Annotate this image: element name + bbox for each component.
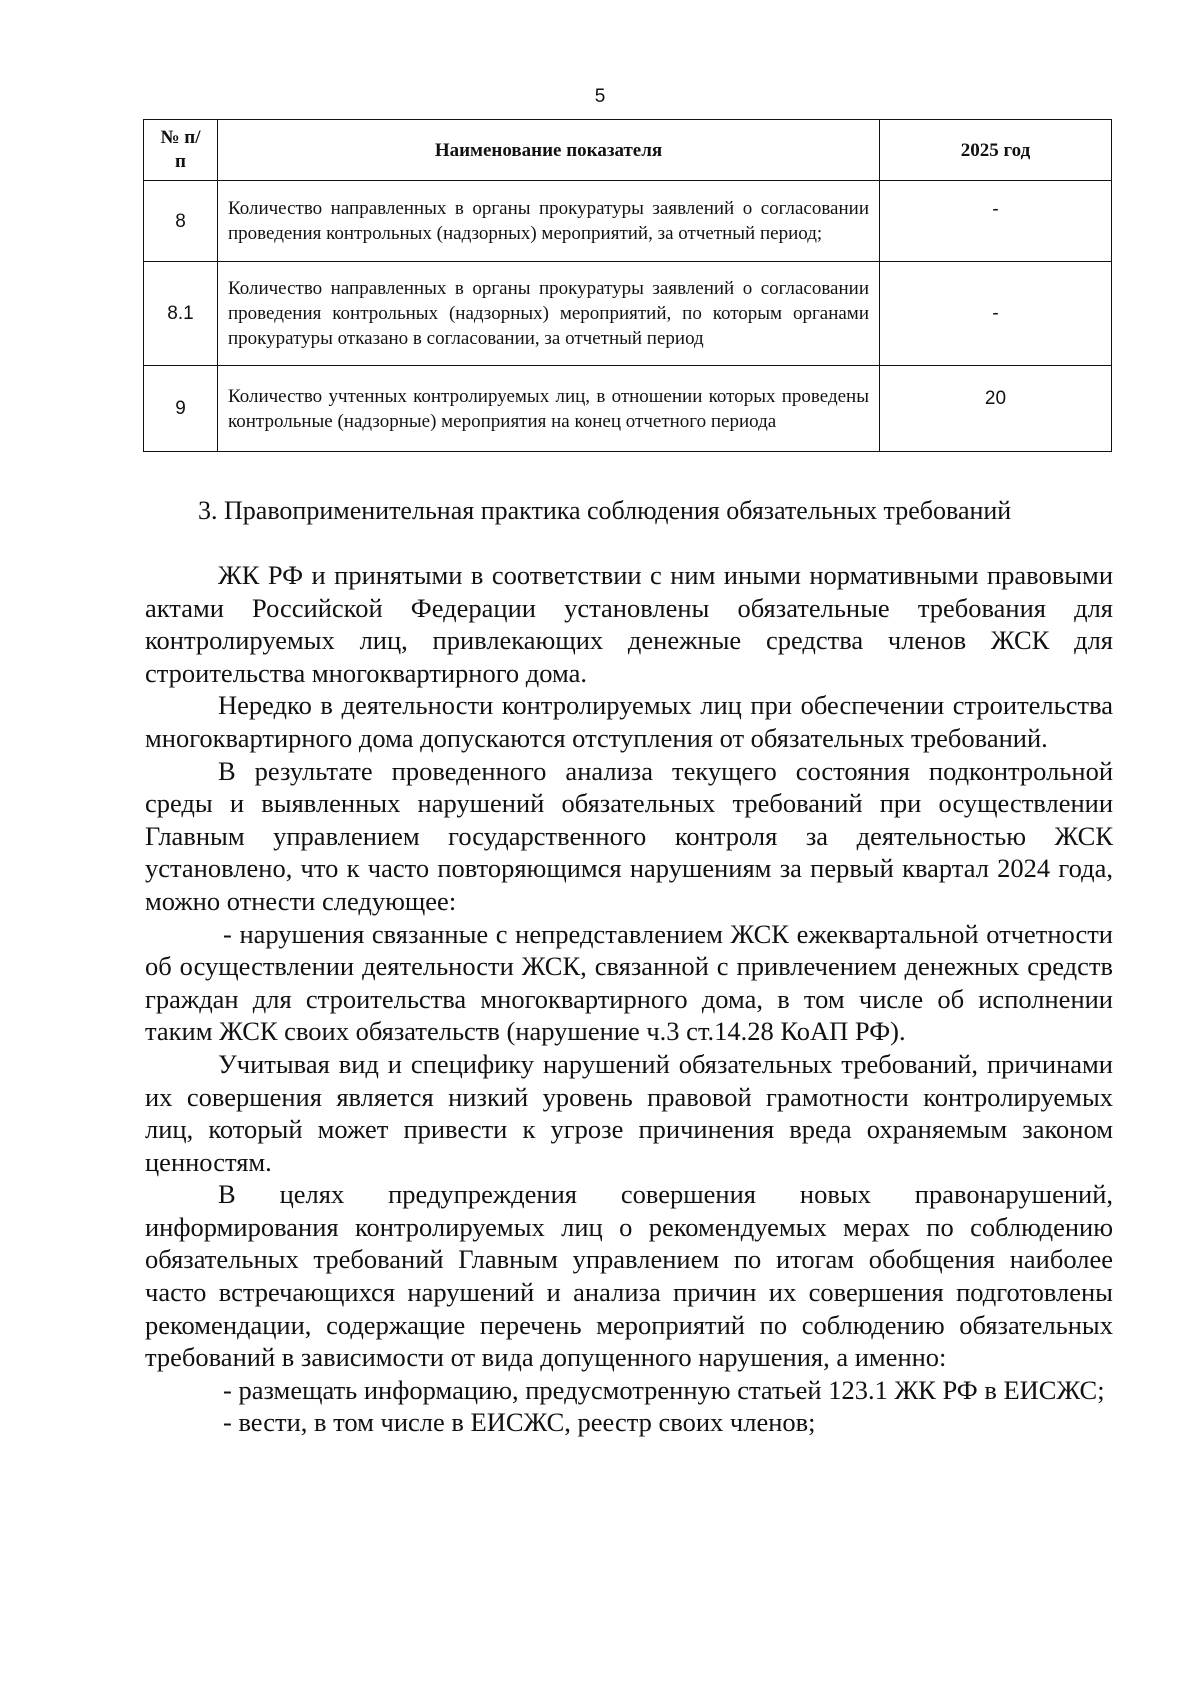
row-num: 8 (144, 181, 218, 262)
table-header-row (144, 120, 1112, 181)
table-row (144, 366, 1112, 452)
indicators-table (143, 119, 1112, 452)
body-text (145, 559, 1113, 1439)
row-num: 8.1 (144, 262, 218, 366)
table-row (144, 181, 1112, 262)
list-item: - нарушения связанные с непредставлением ЖСК ежеквартальной отчетности об осуществлении деятельности ЖСК, связанной с привлечением денежных средств граждан для строительства многоквартирного дома, в том числе об исполнении таким ЖСК своих обязательств (нарушение ч.3 ст.14.28 КоАП РФ). (145, 918, 1113, 1047)
row-name: Количество учтенных контролируемых лиц, в отношении которых проведены контрольные (надзорные) мероприятия на конец отчетного периода (218, 366, 880, 452)
row-num: 9 (144, 366, 218, 452)
paragraph: В целях предупреждения совершения новых правонарушений, информирования контролируемых лиц о рекомендуемых мерах по соблюдению обязательных требований Главным управлением по итогам обобщения наиболее часто встречающихся нарушений и анализа причин их совершения подготовлены рекомендации, содержащие перечень мероприятий по соблюдению обязательных требований в зависимости от вида допущенного нарушения, а именно: (145, 1179, 1113, 1373)
header-year: 2025 год (880, 120, 1112, 181)
paragraph: Учитывая вид и специфику нарушений обязательных требований, причинами их совершения является низкий уровень правовой грамотности контролируемых лиц, который может привести к угрозе причинения вреда охраняемым законом ценностям. (145, 1048, 1113, 1177)
row-value: - (880, 181, 1112, 262)
paragraph: Нередко в деятельности контролируемых лиц при обеспечении строительства многоквартирного дома допускаются отступления от обязательных требований. (145, 690, 1113, 753)
paragraph: В результате проведенного анализа текущего состояния подконтрольной среды и выявленных нарушений обязательных требований при осуществлении Главным управлением государственного контроля за деятельностью ЖСК установлено, что к часто повторяющимся нарушениям за первый квартал 2024 года, можно отнести следующее: (145, 755, 1113, 916)
list-item: - вести, в том числе в ЕИСЖС, реестр своих членов; (223, 1407, 816, 1438)
row-value: 20 (880, 366, 1112, 452)
table-row (144, 262, 1112, 366)
page-number: 5 (594, 86, 606, 107)
list-item: - размещать информацию, предусмотренную статьей 123.1 ЖК РФ в ЕИСЖС; (223, 1374, 1105, 1405)
paragraph: ЖК РФ и принятыми в соответствии с ним иными нормативными правовыми актами Российской Федерации установлены обязательные требования для контролируемых лиц, привлекающих денежные средства членов ЖСК для строительства многоквартирного дома. (145, 560, 1113, 688)
row-name: Количество направленных в органы прокуратуры заявлений о согласовании проведения контрольных (надзорных) мероприятий, за отчетный период; (218, 181, 880, 262)
row-value: - (880, 262, 1112, 366)
header-name: Наименование показателя (218, 120, 880, 181)
row-name: Количество направленных в органы прокуратуры заявлений о согласовании проведения контрольных (надзорных) мероприятий, по которым органами прокуратуры отказано в согласовании, за отчетный период (218, 262, 880, 366)
header-num: № п/п (144, 120, 218, 181)
section-title: 3. Правоприменительная практика соблюдения обязательных требований (198, 496, 1012, 525)
